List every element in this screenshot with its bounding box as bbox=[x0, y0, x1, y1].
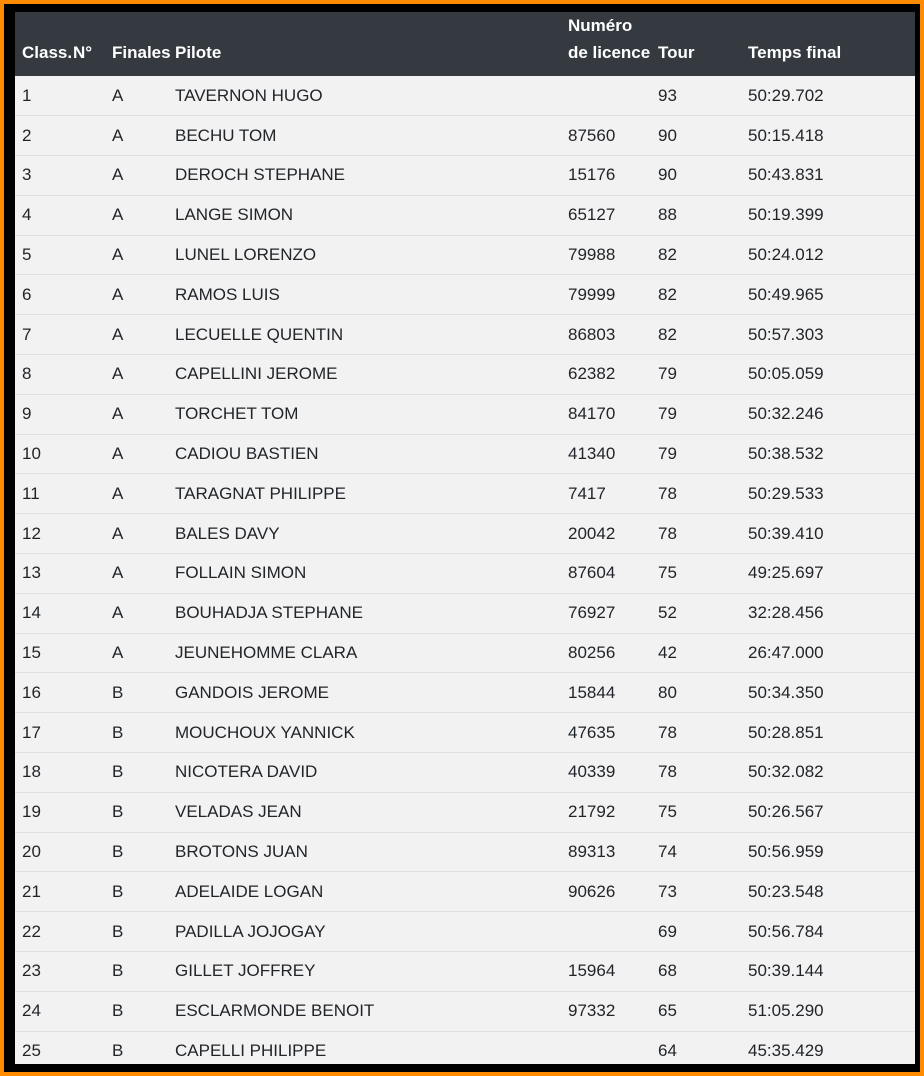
cell-numero bbox=[66, 315, 105, 355]
cell-classement: 8 bbox=[22, 364, 32, 384]
cell-tour: 79 bbox=[658, 404, 677, 424]
cell-tour: 93 bbox=[658, 85, 677, 105]
cell-temps: 50:29.533 bbox=[748, 483, 824, 503]
cell-licence: 47635 bbox=[568, 722, 616, 742]
cell-tour: 82 bbox=[658, 284, 677, 304]
cell-licence bbox=[561, 912, 651, 952]
header-licence-line2: de licence bbox=[568, 43, 651, 62]
cell-tour: 74 bbox=[658, 842, 677, 862]
header-licence-line1: Numéro bbox=[568, 16, 633, 35]
table-row bbox=[15, 76, 915, 116]
cell-tour: 75 bbox=[658, 802, 677, 822]
cell-licence: 79988 bbox=[568, 245, 616, 265]
cell-temps: 50:32.082 bbox=[748, 762, 824, 782]
cell-numero bbox=[66, 952, 105, 992]
cell-finale: A bbox=[112, 444, 124, 464]
cell-finale: A bbox=[112, 643, 124, 663]
table-row bbox=[15, 593, 915, 633]
cell-finale: A bbox=[112, 205, 124, 225]
cell-classement: 22 bbox=[22, 921, 41, 941]
table-row bbox=[15, 235, 915, 275]
cell-pilote: LECUELLE QUENTIN bbox=[175, 324, 344, 344]
cell-finale: A bbox=[112, 483, 124, 503]
table-row bbox=[15, 991, 915, 1031]
cell-tour: 79 bbox=[658, 364, 677, 384]
cell-classement: 10 bbox=[22, 444, 41, 464]
cell-pilote: BROTONS JUAN bbox=[175, 842, 308, 862]
cell-tour: 78 bbox=[658, 722, 677, 742]
cell-classement: 16 bbox=[22, 682, 41, 702]
cell-finale: A bbox=[112, 85, 124, 105]
header-numero: N° bbox=[73, 43, 93, 62]
cell-tour: 88 bbox=[658, 205, 677, 225]
cell-pilote: RAMOS LUIS bbox=[175, 284, 280, 304]
cell-finale: A bbox=[112, 125, 124, 145]
cell-temps: 49:25.697 bbox=[748, 563, 824, 583]
cell-classement: 15 bbox=[22, 643, 41, 663]
cell-temps: 50:26.567 bbox=[748, 802, 824, 822]
cell-finale: A bbox=[112, 523, 124, 543]
results-panel bbox=[15, 12, 915, 1064]
table-row bbox=[15, 434, 915, 474]
cell-numero bbox=[66, 474, 105, 514]
cell-tour: 82 bbox=[658, 324, 677, 344]
cell-tour: 68 bbox=[658, 961, 677, 981]
cell-finale: B bbox=[112, 961, 124, 981]
cell-finale: B bbox=[112, 1041, 124, 1061]
cell-pilote: CAPELLINI JEROME bbox=[175, 364, 338, 384]
table-row bbox=[15, 713, 915, 753]
cell-finale: A bbox=[112, 404, 124, 424]
cell-licence: 80256 bbox=[568, 643, 616, 663]
table-row bbox=[15, 912, 915, 952]
cell-finale: B bbox=[112, 921, 124, 941]
table-row bbox=[15, 753, 915, 793]
cell-licence: 40339 bbox=[568, 762, 616, 782]
cell-classement: 9 bbox=[22, 404, 32, 424]
cell-numero bbox=[66, 275, 105, 315]
cell-finale: B bbox=[112, 1001, 124, 1021]
cell-numero bbox=[66, 235, 105, 275]
cell-finale: A bbox=[112, 165, 124, 185]
cell-finale: B bbox=[112, 682, 124, 702]
cell-licence: 76927 bbox=[568, 603, 616, 623]
cell-classement: 21 bbox=[22, 881, 41, 901]
cell-tour: 42 bbox=[658, 643, 677, 663]
cell-pilote: LUNEL LORENZO bbox=[175, 245, 317, 265]
cell-pilote: CAPELLI PHILIPPE bbox=[175, 1041, 327, 1061]
cell-pilote: BECHU TOM bbox=[175, 125, 277, 145]
cell-numero bbox=[66, 355, 105, 395]
table-row bbox=[15, 554, 915, 594]
cell-numero bbox=[66, 713, 105, 753]
cell-numero bbox=[66, 434, 105, 474]
cell-licence: 79999 bbox=[568, 284, 616, 304]
cell-licence: 86803 bbox=[568, 324, 616, 344]
table-row bbox=[15, 355, 915, 395]
cell-finale: A bbox=[112, 284, 124, 304]
cell-finale: A bbox=[112, 364, 124, 384]
cell-tour: 90 bbox=[658, 125, 677, 145]
cell-pilote: PADILLA JOJOGAY bbox=[175, 921, 326, 941]
cell-tour: 79 bbox=[658, 444, 677, 464]
cell-temps: 50:56.959 bbox=[748, 842, 824, 862]
cell-temps: 50:15.418 bbox=[748, 125, 824, 145]
header-classement: Class. bbox=[22, 43, 73, 62]
cell-licence: 65127 bbox=[568, 205, 616, 225]
cell-classement: 13 bbox=[22, 563, 41, 583]
cell-temps: 50:24.012 bbox=[748, 245, 824, 265]
cell-tour: 82 bbox=[658, 245, 677, 265]
cell-pilote: TORCHET TOM bbox=[175, 404, 299, 424]
cell-temps: 50:23.548 bbox=[748, 881, 824, 901]
cell-pilote: GANDOIS JEROME bbox=[175, 682, 329, 702]
cell-licence: 20042 bbox=[568, 523, 616, 543]
cell-classement: 4 bbox=[22, 205, 32, 225]
cell-licence: 89313 bbox=[568, 842, 616, 862]
cell-temps: 50:19.399 bbox=[748, 205, 824, 225]
cell-classement: 1 bbox=[22, 85, 32, 105]
cell-temps: 32:28.456 bbox=[748, 603, 824, 623]
cell-pilote: VELADAS JEAN bbox=[175, 802, 302, 822]
cell-temps: 50:38.532 bbox=[748, 444, 824, 464]
cell-temps: 50:05.059 bbox=[748, 364, 824, 384]
cell-licence: 15844 bbox=[568, 682, 616, 702]
cell-pilote: TAVERNON HUGO bbox=[175, 85, 323, 105]
table-row bbox=[15, 474, 915, 514]
cell-pilote: BOUHADJA STEPHANE bbox=[175, 603, 363, 623]
cell-numero bbox=[66, 753, 105, 793]
table-row bbox=[15, 514, 915, 554]
header-temps: Temps final bbox=[748, 43, 842, 62]
cell-licence: 97332 bbox=[568, 1001, 616, 1021]
cell-tour: 78 bbox=[658, 483, 677, 503]
cell-temps: 45:35.429 bbox=[748, 1041, 824, 1061]
cell-pilote: FOLLAIN SIMON bbox=[175, 563, 307, 583]
cell-tour: 65 bbox=[658, 1001, 677, 1021]
cell-classement: 11 bbox=[22, 483, 40, 503]
header-tour: Tour bbox=[658, 43, 695, 62]
cell-numero bbox=[66, 554, 105, 594]
cell-classement: 7 bbox=[22, 324, 32, 344]
cell-finale: A bbox=[112, 245, 124, 265]
cell-licence: 15964 bbox=[568, 961, 616, 981]
cell-temps: 26:47.000 bbox=[748, 643, 824, 663]
cell-pilote: DEROCH STEPHANE bbox=[175, 165, 346, 185]
cell-temps: 50:34.350 bbox=[748, 682, 824, 702]
table-row bbox=[15, 394, 915, 434]
cell-finale: B bbox=[112, 881, 124, 901]
cell-temps: 50:49.965 bbox=[748, 284, 824, 304]
cell-pilote: CADIOU BASTIEN bbox=[175, 444, 319, 464]
cell-numero bbox=[66, 633, 105, 673]
cell-tour: 78 bbox=[658, 762, 677, 782]
cell-classement: 5 bbox=[22, 245, 32, 265]
cell-classement: 6 bbox=[22, 284, 32, 304]
cell-pilote: NICOTERA DAVID bbox=[175, 762, 318, 782]
cell-licence: 90626 bbox=[568, 881, 616, 901]
table-row bbox=[15, 116, 915, 156]
table-header bbox=[15, 12, 915, 76]
cell-classement: 24 bbox=[22, 1001, 41, 1021]
cell-pilote: TARAGNAT PHILIPPE bbox=[175, 483, 346, 503]
table-row bbox=[15, 952, 915, 992]
cell-finale: A bbox=[112, 563, 124, 583]
cell-pilote: GILLET JOFFREY bbox=[175, 961, 316, 981]
table-row bbox=[15, 315, 915, 355]
cell-numero bbox=[66, 912, 105, 952]
cell-pilote: BALES DAVY bbox=[175, 523, 280, 543]
table-body bbox=[15, 76, 915, 1064]
cell-classement: 17 bbox=[22, 722, 41, 742]
cell-temps: 50:39.144 bbox=[748, 961, 824, 981]
cell-temps: 50:29.702 bbox=[748, 85, 824, 105]
header-finales: Finales bbox=[112, 43, 171, 62]
cell-numero bbox=[66, 673, 105, 713]
header-pilote: Pilote bbox=[175, 43, 222, 62]
cell-temps: 50:39.410 bbox=[748, 523, 824, 543]
cell-tour: 52 bbox=[658, 603, 677, 623]
cell-tour: 80 bbox=[658, 682, 677, 702]
cell-temps: 50:56.784 bbox=[748, 921, 824, 941]
cell-classement: 18 bbox=[22, 762, 41, 782]
table-row bbox=[15, 792, 915, 832]
cell-licence: 15176 bbox=[568, 165, 616, 185]
cell-numero bbox=[66, 195, 105, 235]
cell-classement: 20 bbox=[22, 842, 41, 862]
cell-classement: 2 bbox=[22, 125, 32, 145]
cell-tour: 69 bbox=[658, 921, 677, 941]
cell-pilote: ESCLARMONDE BENOIT bbox=[175, 1001, 375, 1021]
cell-finale: B bbox=[112, 722, 124, 742]
cell-numero bbox=[66, 832, 105, 872]
cell-licence: 21792 bbox=[568, 802, 616, 822]
cell-pilote: MOUCHOUX YANNICK bbox=[175, 722, 355, 742]
cell-numero bbox=[66, 872, 105, 912]
cell-numero bbox=[66, 792, 105, 832]
cell-classement: 19 bbox=[22, 802, 41, 822]
cell-licence: 84170 bbox=[568, 404, 616, 424]
table-row bbox=[15, 195, 915, 235]
table-row bbox=[15, 1031, 915, 1064]
header-row bbox=[15, 12, 915, 76]
cell-temps: 50:57.303 bbox=[748, 324, 824, 344]
cell-licence: 62382 bbox=[568, 364, 616, 384]
cell-temps: 50:43.831 bbox=[748, 165, 824, 185]
cell-tour: 90 bbox=[658, 165, 677, 185]
cell-numero bbox=[66, 1031, 105, 1064]
table-row bbox=[15, 832, 915, 872]
cell-tour: 64 bbox=[658, 1041, 677, 1061]
header-licence bbox=[561, 12, 651, 76]
results-table bbox=[15, 12, 915, 1064]
cell-numero bbox=[66, 514, 105, 554]
cell-finale: A bbox=[112, 324, 124, 344]
table-row bbox=[15, 275, 915, 315]
cell-finale: A bbox=[112, 603, 124, 623]
cell-tour: 78 bbox=[658, 523, 677, 543]
cell-pilote: JEUNEHOMME CLARA bbox=[175, 643, 358, 663]
cell-classement: 23 bbox=[22, 961, 41, 981]
cell-licence: 87604 bbox=[568, 563, 616, 583]
results-frame bbox=[4, 4, 920, 1072]
cell-temps: 50:28.851 bbox=[748, 722, 824, 742]
cell-licence: 41340 bbox=[568, 444, 616, 464]
cell-tour: 73 bbox=[658, 881, 677, 901]
cell-numero bbox=[66, 394, 105, 434]
cell-numero bbox=[66, 593, 105, 633]
cell-licence bbox=[561, 76, 651, 116]
cell-numero bbox=[66, 991, 105, 1031]
cell-finale: B bbox=[112, 842, 124, 862]
cell-licence bbox=[561, 1031, 651, 1064]
cell-numero bbox=[66, 116, 105, 156]
cell-tour: 75 bbox=[658, 563, 677, 583]
cell-classement: 14 bbox=[22, 603, 41, 623]
cell-licence: 87560 bbox=[568, 125, 616, 145]
table-row bbox=[15, 156, 915, 196]
cell-pilote: ADELAIDE LOGAN bbox=[175, 881, 324, 901]
cell-temps: 50:32.246 bbox=[748, 404, 824, 424]
cell-pilote: LANGE SIMON bbox=[175, 205, 294, 225]
cell-numero bbox=[66, 76, 105, 116]
table-row bbox=[15, 673, 915, 713]
cell-finale: B bbox=[112, 802, 124, 822]
cell-finale: B bbox=[112, 762, 124, 782]
cell-licence: 7417 bbox=[568, 483, 606, 503]
table-row bbox=[15, 872, 915, 912]
cell-classement: 12 bbox=[22, 523, 41, 543]
cell-classement: 25 bbox=[22, 1041, 41, 1061]
cell-numero bbox=[66, 156, 105, 196]
table-row bbox=[15, 633, 915, 673]
cell-classement: 3 bbox=[22, 165, 32, 185]
cell-temps: 51:05.290 bbox=[748, 1001, 824, 1021]
